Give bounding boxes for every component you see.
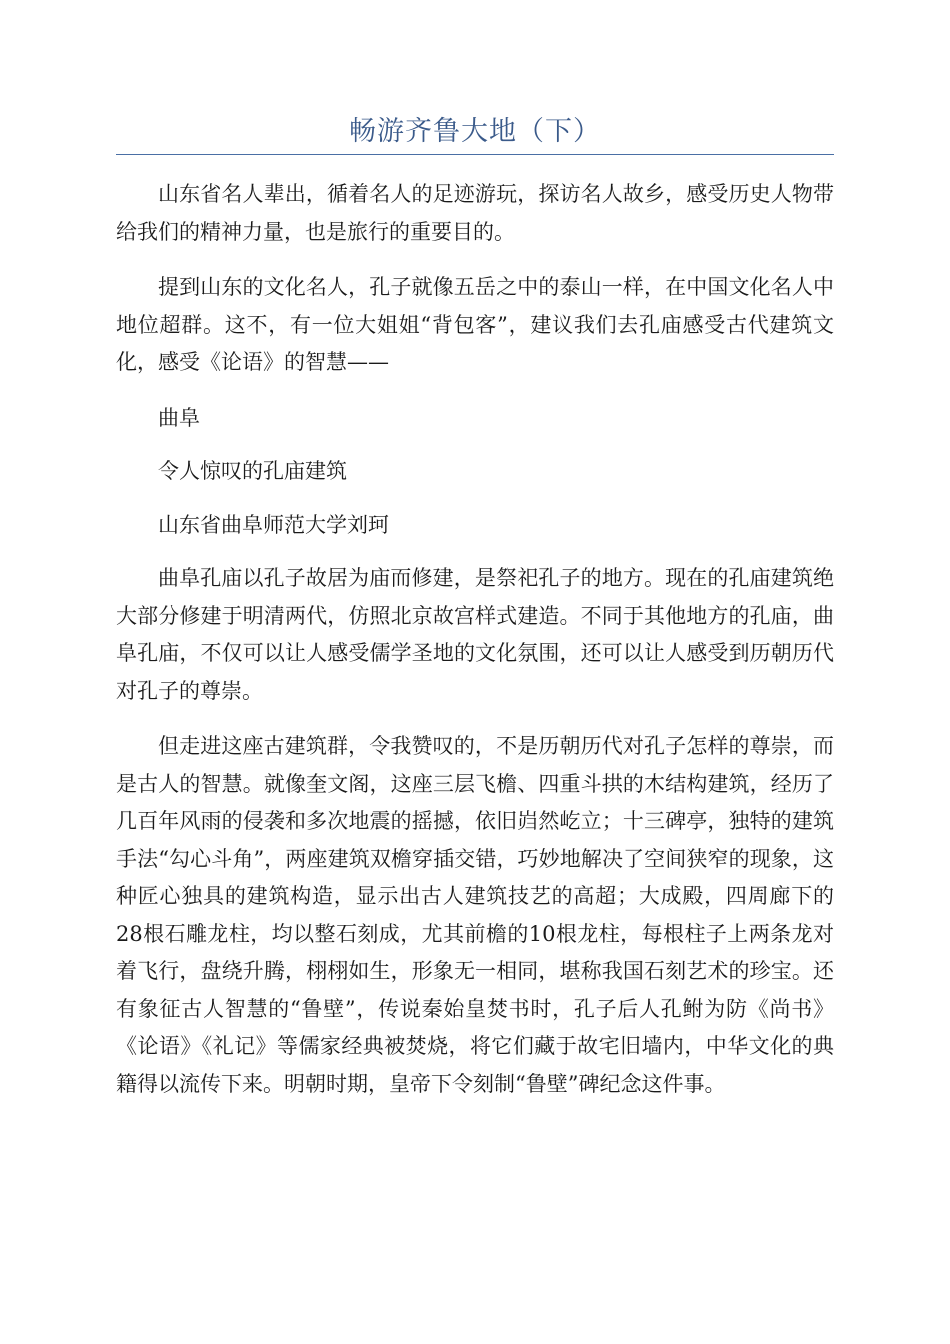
section-author: 山东省曲阜师范大学刘珂: [158, 512, 389, 537]
section-heading: 令人惊叹的孔庙建筑: [158, 459, 347, 483]
paragraph-architecture: 但走进这座古建筑群，令我赞叹的，不是历朝历代对孔子怎样的尊崇，而是古人的智慧。就像奎文阁，这座三层飞檐、四重斗拱的木结构建筑，经历了几百年风雨的侵袭和多次地震的摇撼，依旧岿然屹立；十三碑亭，独特的建筑手法“勾心斗角”，两座建筑双檐穿插交错，巧妙地解决了空间狭窄的现象，这种匠心独具的建筑构造，显示出古人建筑技艺的高超；大成殿，四周廊下的28根石雕龙柱，均以整石刻成，尤其前檐的10根龙柱，每根柱子上两条龙对着飞行，盘绕升腾，栩栩如生，形象无一相同，堪称我国石刻艺术的珍宝。还有象征古人智慧的“鲁壁”，传说秦始皇焚书时，孔子后人孔鲋为防《尚书》《论语》《礼记》等儒家经典被焚烧，将它们藏于故宅旧墙内，中华文化的典籍得以流传下来。明朝时期，皇帝下令刻制“鲁壁”碑纪念这件事。: [116, 734, 834, 1096]
paragraph-intro: 山东省名人辈出，循着名人的足迹游玩，探访名人故乡，感受历史人物带给我们的精神力量，也是旅行的重要目的。: [116, 182, 834, 244]
document-title: 畅游齐鲁大地（下）: [349, 116, 601, 147]
paragraph-temple: 曲阜孔庙以孔子故居为庙而修建，是祭祀孔子的地方。现在的孔庙建筑绝大部分修建于明清两代，仿照北京故宫样式建造。不同于其他地方的孔庙，曲阜孔庙，不仅可以让人感受儒学圣地的文化氛围，还可以让人感受到历朝历代对孔子的尊崇。: [116, 566, 834, 703]
title-underline: [116, 154, 834, 155]
paragraph-confucius: 提到山东的文化名人，孔子就像五岳之中的泰山一样，在中国文化名人中地位超群。这不，有一位大姐姐“背包客”，建议我们去孔庙感受古代建筑文化，感受《论语》的智慧——: [116, 275, 834, 374]
document-body: [116, 176, 834, 1121]
section-place: 曲阜: [158, 405, 200, 430]
